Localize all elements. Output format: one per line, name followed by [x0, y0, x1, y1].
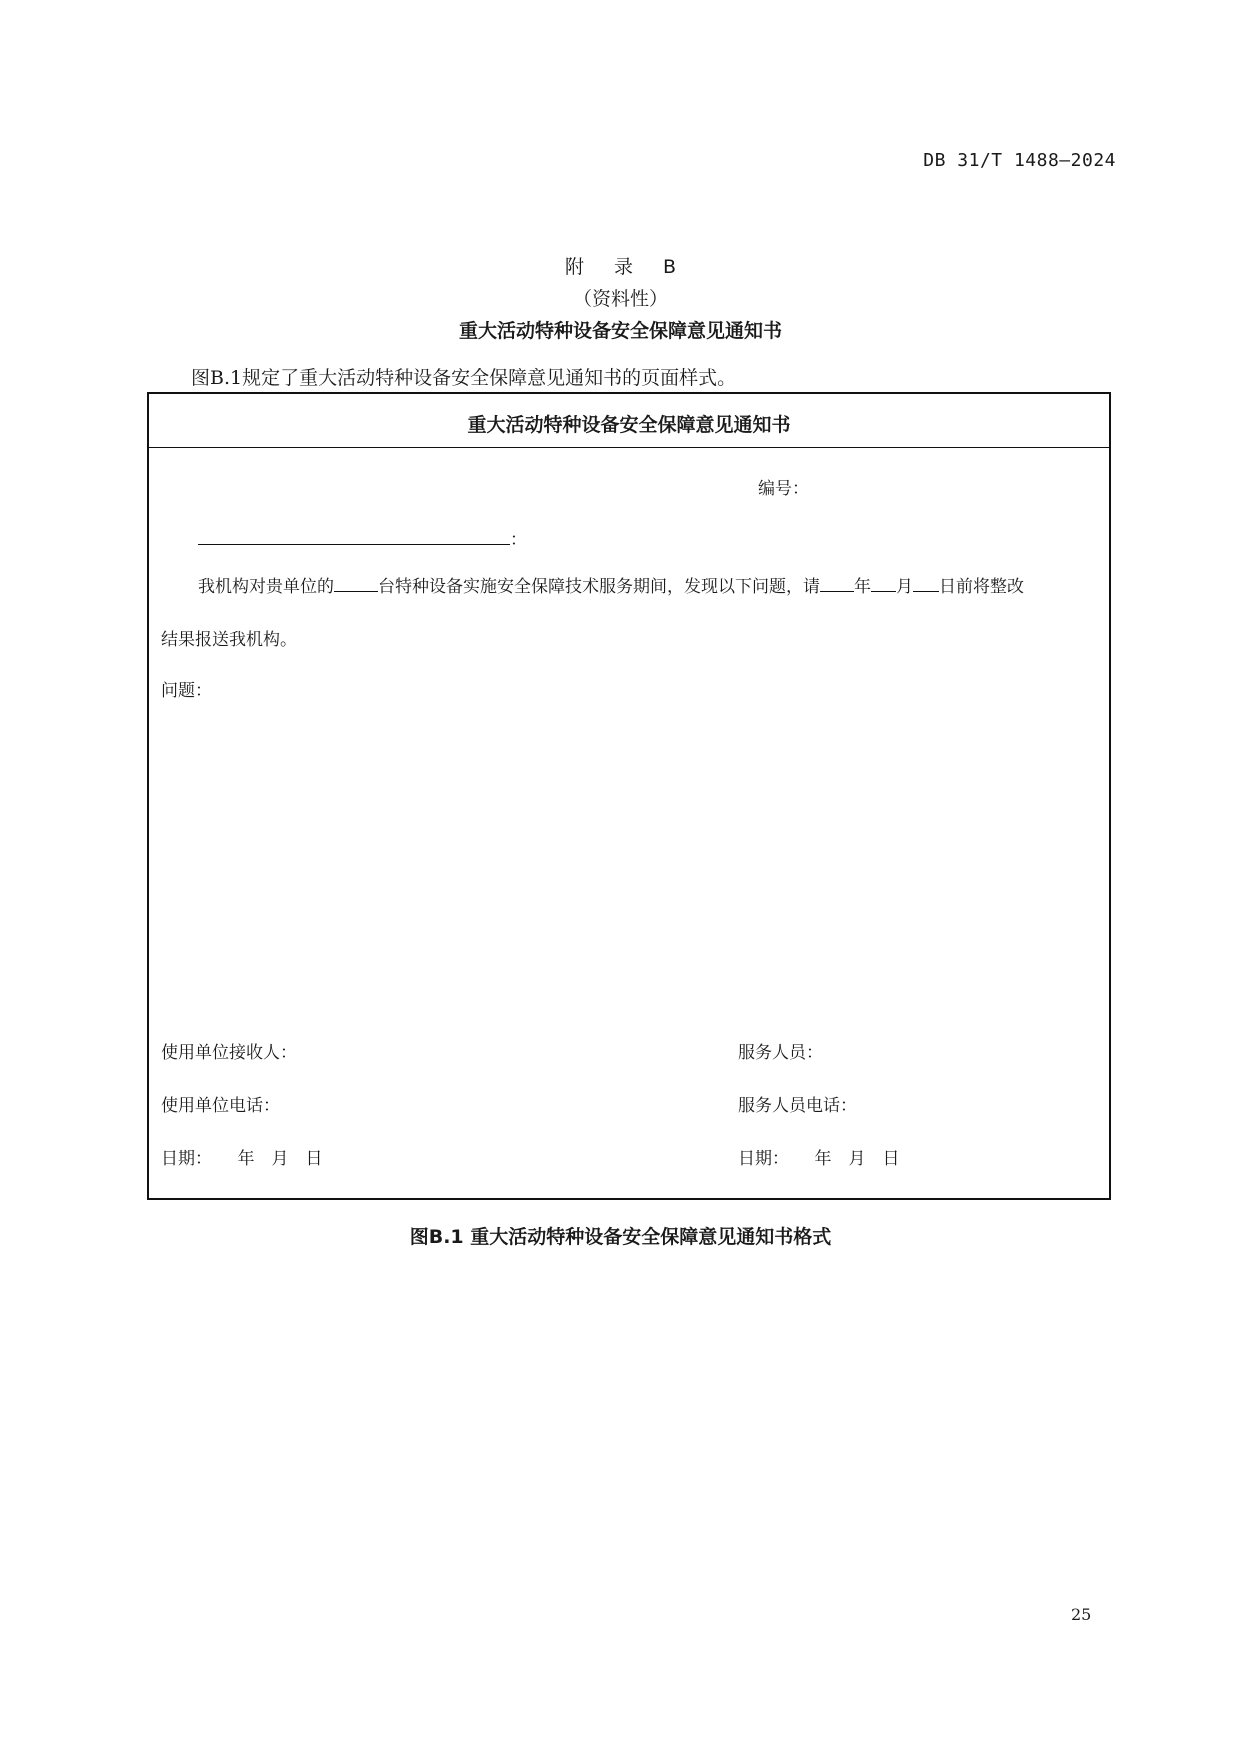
recipient-colon: ：	[510, 530, 527, 550]
receiver-label: 使用单位接收人：	[161, 1043, 297, 1063]
notice-form	[147, 392, 1111, 1200]
recipient-line	[198, 525, 527, 550]
form-title: 重大活动特种设备安全保障意见通知书	[467, 414, 791, 436]
staff-label: 服务人员：	[738, 1043, 823, 1063]
body-text-3: 日前将整改	[939, 577, 1024, 597]
body-text-1: 我机构对贵单位的	[198, 577, 334, 597]
problem-label: 问题：	[161, 681, 212, 701]
year-blank	[820, 573, 854, 592]
year-label: 年	[854, 577, 871, 597]
appendix-title: 附 录 B	[564, 256, 689, 278]
body-text-2: 台特种设备实施安全保障技术服务期间，发现以下问题，请	[378, 577, 820, 597]
appendix-nature: （资料性）	[572, 288, 668, 310]
recipient-blank	[198, 526, 510, 545]
month-blank	[871, 573, 896, 592]
quantity-blank	[334, 573, 378, 592]
document-code: DB 31/T 1488—2024	[923, 150, 1116, 171]
figure-caption: 图B.1 重大活动特种设备安全保障意见通知书格式	[409, 1226, 832, 1248]
staff-date-label: 日期： 年 月 日	[738, 1149, 900, 1169]
unit-phone-label: 使用单位电话：	[161, 1096, 280, 1116]
month-label: 月	[896, 577, 913, 597]
body-paragraph-line1	[198, 572, 1024, 597]
staff-phone-label: 服务人员电话：	[738, 1096, 857, 1116]
body-paragraph-line2: 结果报送我机构。	[161, 630, 297, 650]
page-number: 25	[1071, 1605, 1092, 1624]
appendix-heading: 重大活动特种设备安全保障意见通知书	[458, 320, 782, 342]
day-blank	[913, 573, 939, 592]
number-label: 编号：	[758, 479, 809, 499]
unit-date-label: 日期： 年 月 日	[161, 1149, 323, 1169]
intro-paragraph: 图B.1规定了重大活动特种设备安全保障意见通知书的页面样式。	[191, 367, 737, 389]
form-title-row	[149, 394, 1109, 448]
